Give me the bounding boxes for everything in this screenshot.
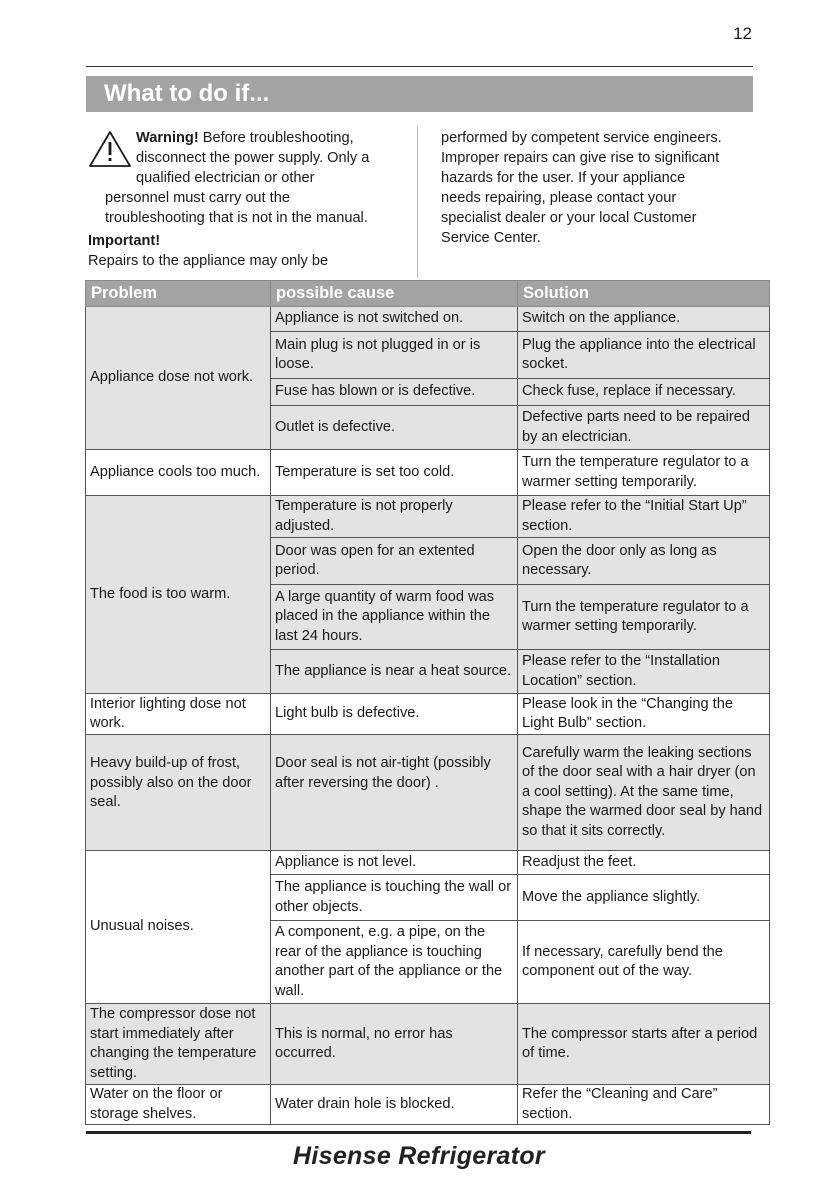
solution-cell: The compressor starts after a period of time. bbox=[518, 1004, 770, 1085]
solution-cell: Readjust the feet. bbox=[518, 851, 770, 875]
warning-icon bbox=[88, 128, 136, 188]
table-row bbox=[86, 851, 770, 875]
warning-line: disconnect the power supply. Only a bbox=[136, 150, 370, 166]
cause-cell: Appliance is not level. bbox=[271, 851, 518, 875]
table-row bbox=[86, 1085, 770, 1125]
cause-cell: Main plug is not plugged in or is loose. bbox=[271, 332, 518, 379]
table-header-row bbox=[86, 281, 770, 307]
cause-cell: Water drain hole is blocked. bbox=[271, 1085, 518, 1125]
warning-line-text: Before troubleshooting, bbox=[202, 130, 354, 146]
intro-left-column bbox=[88, 128, 410, 271]
solution-cell: Check fuse, replace if necessary. bbox=[518, 379, 770, 406]
table-row bbox=[86, 735, 770, 851]
solution-cell: Switch on the appliance. bbox=[518, 307, 770, 332]
problem-cell: The compressor dose not start immediately after changing the temperature setting. bbox=[86, 1004, 271, 1085]
table-row bbox=[86, 450, 770, 496]
intro-line: Service Center. bbox=[441, 230, 541, 246]
warning-line: personnel must carry out the bbox=[105, 190, 290, 206]
cause-cell: Temperature is set too cold. bbox=[271, 450, 518, 496]
solution-cell: Turn the temperature regulator to a warmer setting temporarily. bbox=[518, 450, 770, 496]
solution-cell: Plug the appliance into the electrical socket. bbox=[518, 332, 770, 379]
cause-cell: Door seal is not air-tight (possibly after reversing the door) . bbox=[271, 735, 518, 851]
problem-cell: Water on the floor or storage shelves. bbox=[86, 1085, 271, 1125]
warning-line bbox=[136, 128, 410, 148]
cause-cell: The appliance is touching the wall or other objects. bbox=[271, 875, 518, 921]
problem-cell: Heavy build-up of frost, possibly also on the door seal. bbox=[86, 735, 271, 851]
problem-cell: Appliance dose not work. bbox=[86, 307, 271, 450]
warning-block bbox=[88, 128, 410, 188]
intro-line: hazards for the user. If your appliance bbox=[441, 170, 686, 186]
solution-cell: Please refer to the “Installation Location” section. bbox=[518, 650, 770, 694]
cause-cell: Fuse has blown or is defective. bbox=[271, 379, 518, 406]
solution-cell: Please look in the “Changing the Light Bulb” section. bbox=[518, 694, 770, 735]
table-row bbox=[86, 1004, 770, 1085]
section-title: What to do if... bbox=[86, 76, 753, 112]
top-rule bbox=[86, 66, 753, 67]
page-number: 12 bbox=[733, 24, 752, 43]
solution-cell: Turn the temperature regulator to a warmer setting temporarily. bbox=[518, 585, 770, 650]
intro-line: needs repairing, please contact your bbox=[441, 190, 677, 206]
warning-line: troubleshooting that is not in the manual. bbox=[105, 210, 368, 226]
solution-cell: Defective parts need to be repaired by an electrician. bbox=[518, 406, 770, 450]
cause-cell: Light bulb is defective. bbox=[271, 694, 518, 735]
solution-cell: Refer the “Cleaning and Care” section. bbox=[518, 1085, 770, 1125]
important-label: Important! bbox=[88, 233, 161, 249]
solution-cell: Move the appliance slightly. bbox=[518, 875, 770, 921]
solution-cell: Open the door only as long as necessary. bbox=[518, 538, 770, 585]
column-divider bbox=[417, 126, 418, 278]
table-row bbox=[86, 496, 770, 538]
problem-cell: Appliance cools too much. bbox=[86, 450, 271, 496]
important-line: Repairs to the appliance may only be bbox=[88, 253, 329, 269]
table-row bbox=[86, 307, 770, 332]
warning-line: qualified electrician or other bbox=[136, 170, 315, 186]
cause-cell: Appliance is not switched on. bbox=[271, 307, 518, 332]
solution-cell: Carefully warm the leaking sections of the door seal with a hair dryer (on a cool setting). At the same time, shape the warmed door seal by hand so that it sits correctly. bbox=[518, 735, 770, 851]
warning-text bbox=[136, 128, 410, 188]
brand-logo: Hisense Refrigerator bbox=[293, 1142, 545, 1170]
intro-line: performed by competent service engineers. bbox=[441, 130, 722, 146]
solution-cell: If necessary, carefully bend the component out of the way. bbox=[518, 921, 770, 1004]
header-problem: Problem bbox=[86, 281, 271, 307]
footer-rule bbox=[86, 1131, 751, 1134]
cause-cell: Door was open for an extented period. bbox=[271, 538, 518, 585]
intro-line: Improper repairs can give rise to significant bbox=[441, 150, 720, 166]
problem-cell: The food is too warm. bbox=[86, 496, 271, 694]
troubleshooting-table bbox=[85, 280, 770, 1125]
intro-line: specialist dealer or your local Customer bbox=[441, 210, 697, 226]
cause-cell: This is normal, no error has occurred. bbox=[271, 1004, 518, 1085]
cause-cell: A component, e.g. a pipe, on the rear of the appliance is touching another part of the appliance or the wall. bbox=[271, 921, 518, 1004]
table-row bbox=[86, 694, 770, 735]
cause-cell: A large quantity of warm food was placed in the appliance within the last 24 hours. bbox=[271, 585, 518, 650]
cause-cell: Temperature is not properly adjusted. bbox=[271, 496, 518, 538]
problem-cell: Unusual noises. bbox=[86, 851, 271, 1004]
intro-right-column bbox=[441, 128, 761, 248]
cause-cell: The appliance is near a heat source. bbox=[271, 650, 518, 694]
header-solution: Solution bbox=[518, 281, 770, 307]
warning-label: Warning! bbox=[136, 130, 199, 146]
problem-cell: Interior lighting dose not work. bbox=[86, 694, 271, 735]
cause-cell: Outlet is defective. bbox=[271, 406, 518, 450]
solution-cell: Please refer to the “Initial Start Up” section. bbox=[518, 496, 770, 538]
header-cause: possible cause bbox=[271, 281, 518, 307]
